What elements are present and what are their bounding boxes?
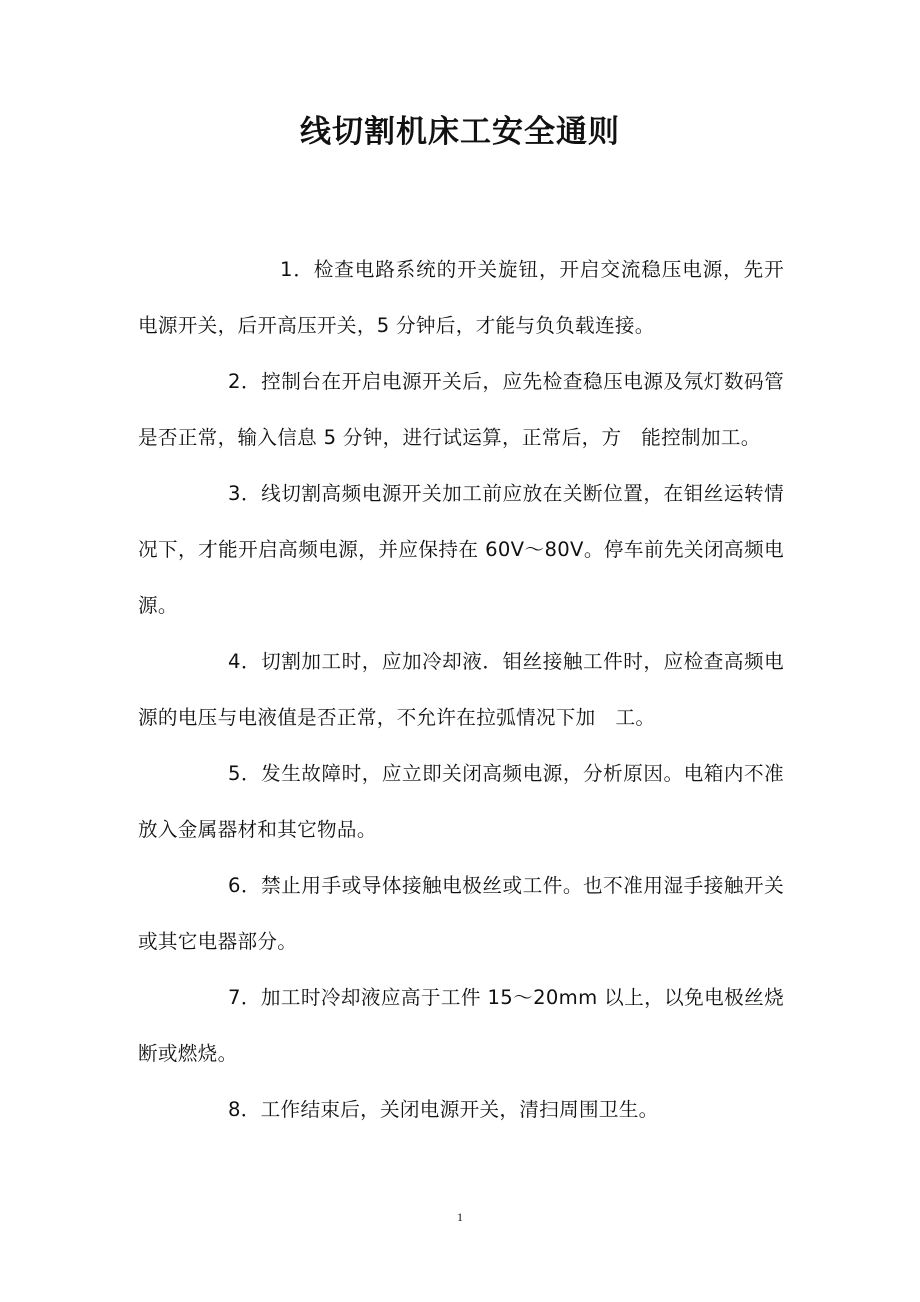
rule-paragraph-6: 6．禁止用手或导体接触电极丝或工件。也不准用湿手接触开关或其它电器部分。 (138, 874, 784, 953)
rule-paragraph-8: 8．工作结束后，关闭电源开关，清扫周围卫生。 (228, 1098, 659, 1121)
rule-paragraph-3: 3．线切割高频电源开关加工前应放在关断位置，在钼丝运转情况下，才能开启高频电源，并应保持在 60V～80V。停车前先关闭高频电源。 (138, 482, 784, 617)
document-title: 线切割机床工安全通则 (300, 114, 620, 150)
rule-paragraph-5: 5．发生故障时，应立即关闭高频电源，分析原因。电箱内不准放入金属器材和其它物品。 (138, 762, 784, 841)
rule-paragraph-2: 2．控制台在开启电源开关后，应先检查稳压电源及氖灯数码管是否正常，输入信息 5 分钟，进行试运算，正常后，方 能控制加工。 (138, 370, 784, 449)
rule-paragraph-7: 7．加工时冷却液应高于工件 15～20mm 以上，以免电极丝烧断或燃烧。 (138, 986, 784, 1065)
rule-paragraph-1: 1．检查电路系统的开关旋钮，开启交流稳压电源，先开电源开关，后开高压开关，5 分钟后，才能与负负载连接。 (138, 258, 784, 337)
document-body (138, 242, 784, 1138)
rule-paragraph-4: 4．切割加工时，应加冷却液．钼丝接触工件时，应检查高频电源的电压与电液值是否正常，不允许在拉弧情况下加 工。 (138, 650, 784, 729)
page-number: 1 (457, 1210, 463, 1224)
